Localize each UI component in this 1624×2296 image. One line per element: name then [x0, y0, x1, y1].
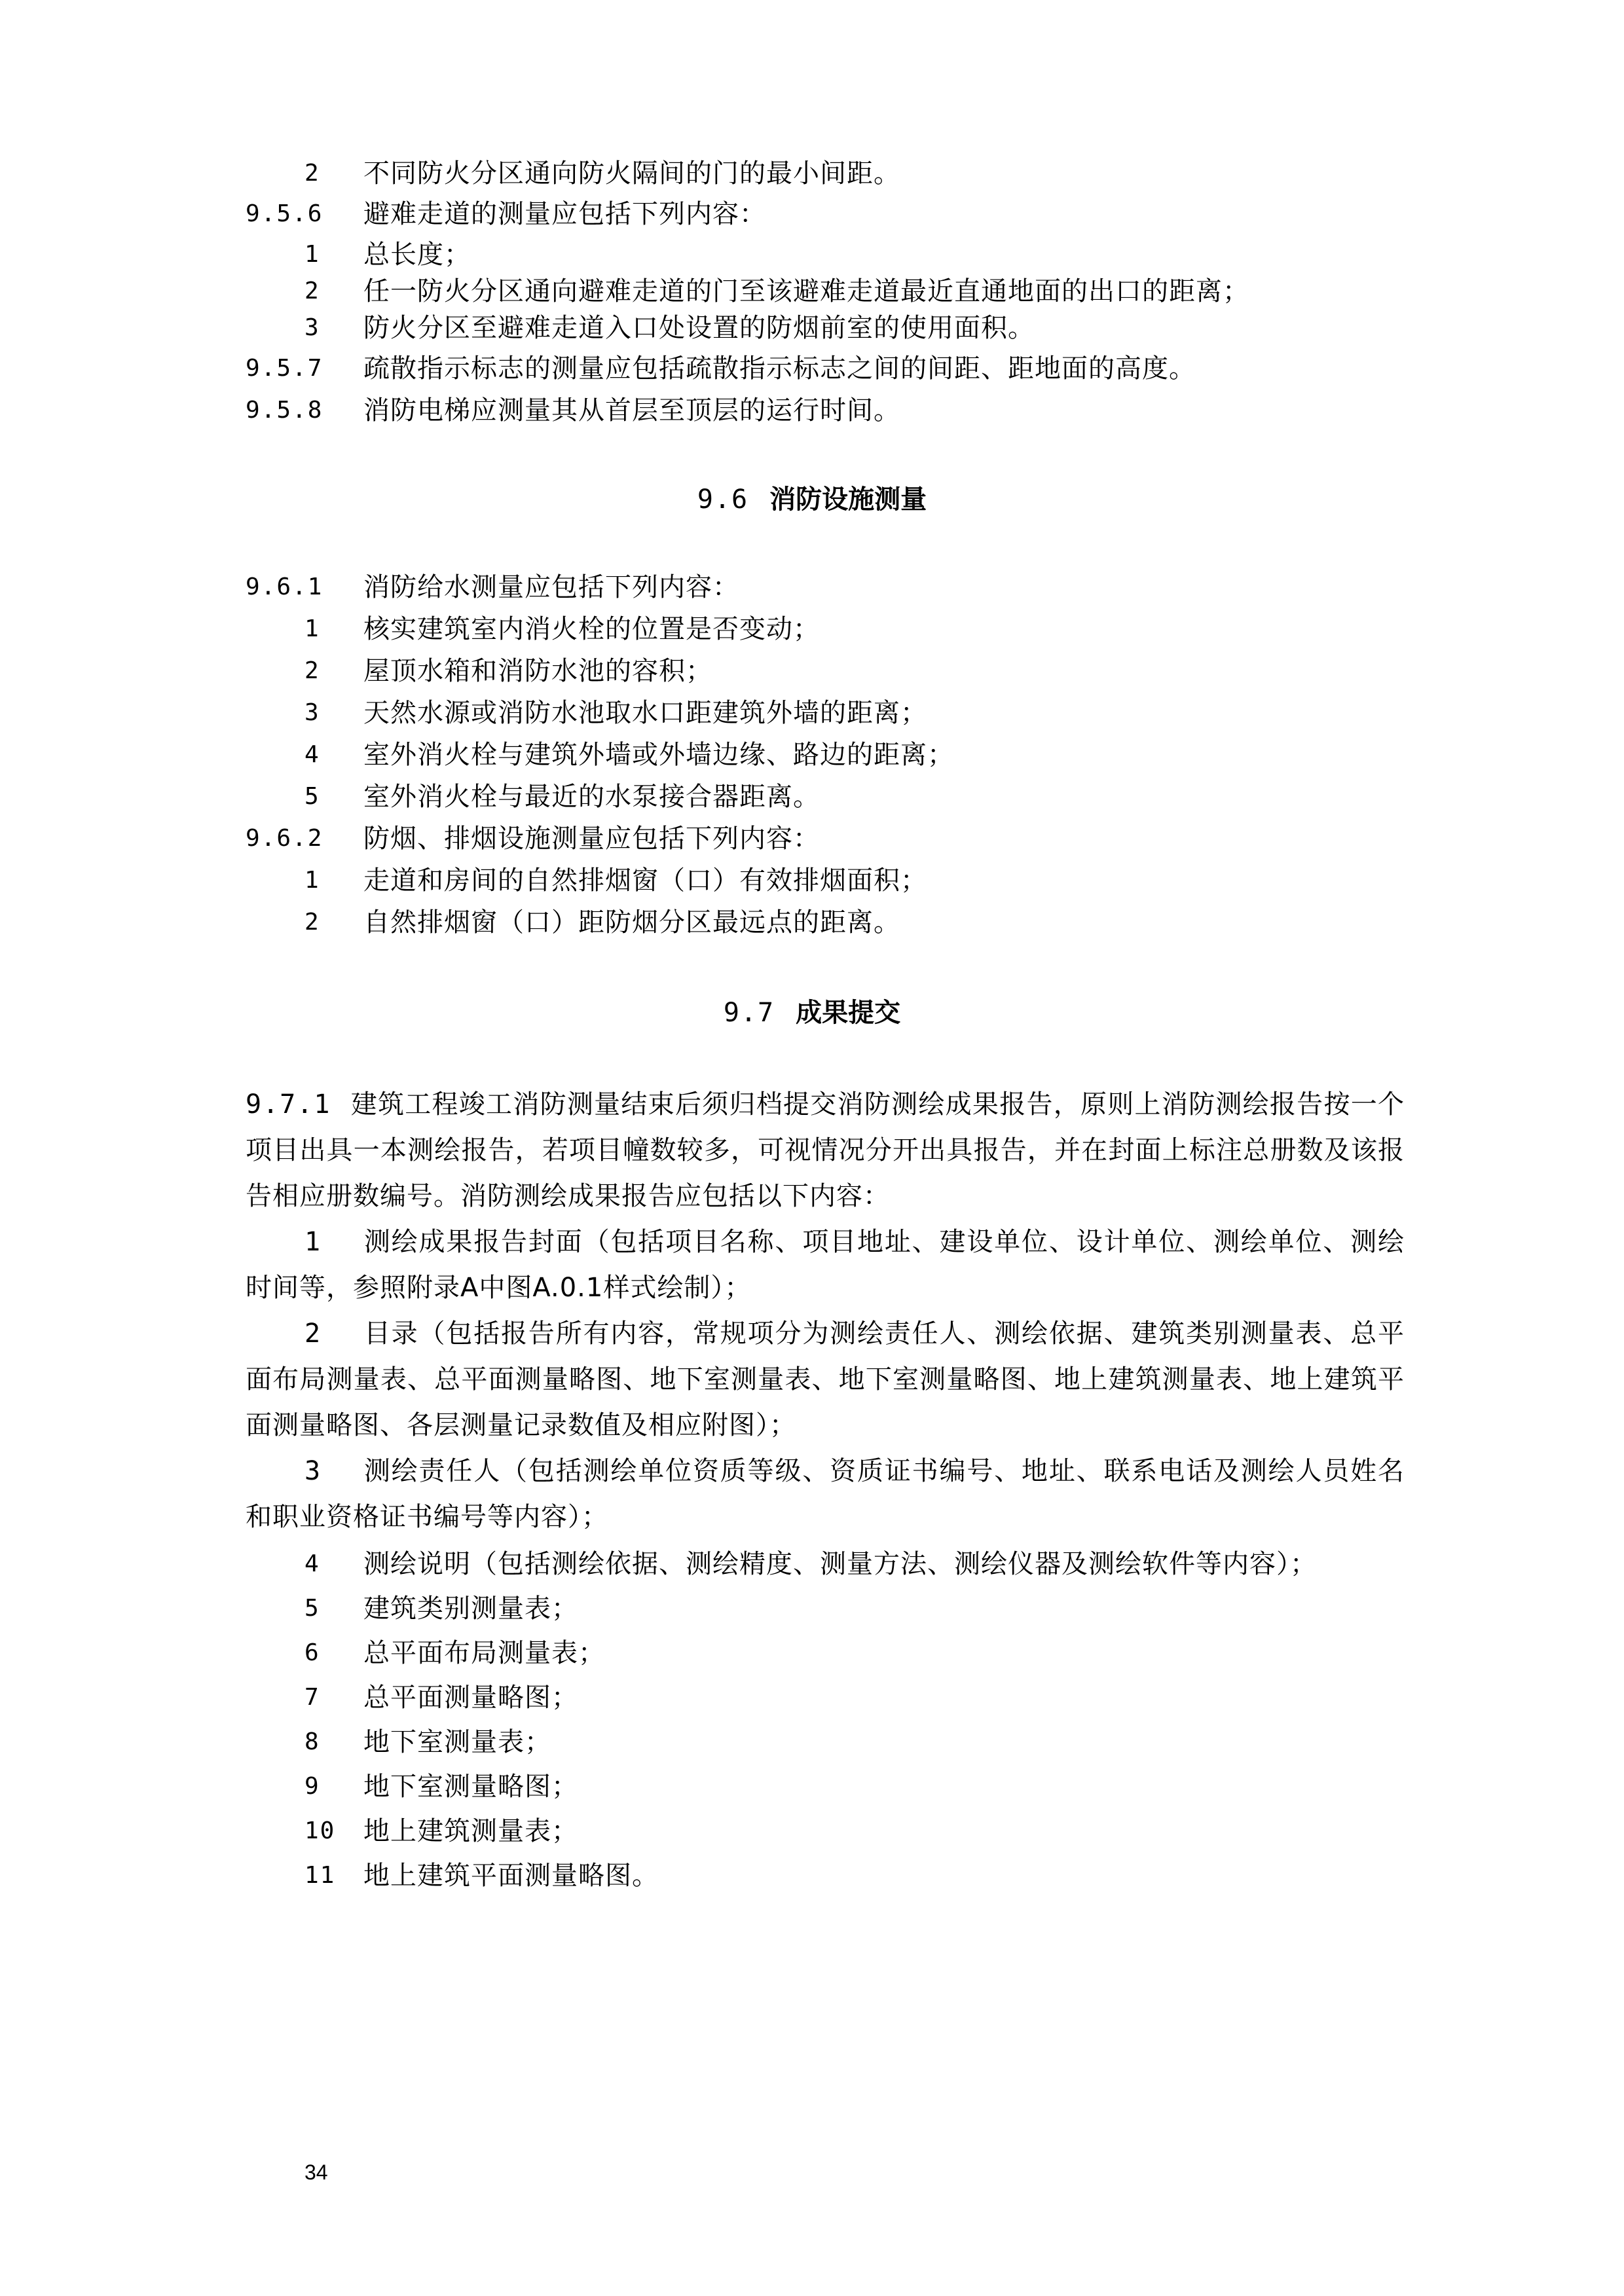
item-number: 3 [304, 314, 320, 341]
section-number: 9.6 [697, 484, 749, 515]
clause-number: 9.5.8 [246, 397, 323, 424]
item-number: 2 [304, 909, 320, 936]
clause-text: 避难走道的测量应包括下列内容： [363, 199, 766, 229]
item-number: 5 [304, 783, 320, 810]
item-text: 室外消火栓与建筑外墙或外墙边缘、路边的距离； [363, 740, 954, 770]
item-text: 测绘说明（包括测绘依据、测绘精度、测量方法、测绘仪器及测绘软件等内容）； [363, 1549, 1317, 1579]
item-text: 自然排烟窗（口）距防烟分区最远点的距离。 [363, 907, 900, 938]
item-number: 11 [304, 1862, 336, 1889]
item-text: 总平面布局测量表； [363, 1638, 605, 1668]
list-item [246, 1219, 1405, 1311]
item-text: 屋顶水箱和消防水池的容积； [363, 656, 712, 686]
item-number: 1 [304, 867, 320, 894]
item-number: 1 [304, 1227, 322, 1257]
item-number: 9 [304, 1773, 320, 1800]
item-text: 总平面测量略图； [363, 1683, 578, 1713]
section-heading [0, 482, 1624, 517]
item-number: 3 [304, 1456, 322, 1486]
item-text: 不同防火分区通向防火隔间的门的最小间距。 [363, 158, 900, 189]
page-number: 34 [304, 2160, 328, 2184]
item-text: 核实建筑室内消火栓的位置是否变动； [363, 614, 820, 644]
item-text: 天然水源或消防水池取水口距建筑外墙的距离； [363, 698, 927, 728]
section-title: 消防设施测量 [769, 484, 927, 515]
item-number: 7 [304, 1684, 320, 1711]
list-item [246, 1311, 1405, 1448]
clause-text: 疏散指示标志的测量应包括疏散指示标志之间的间距、距地面的高度。 [363, 354, 1196, 384]
item-text: 测绘成果报告封面（包括项目名称、项目地址、建设单位、设计单位、测绘单位、测绘时间等，参照附录A中图A.0.1样式绘制）； [246, 1227, 1405, 1303]
item-number: 6 [304, 1639, 320, 1666]
section-title: 成果提交 [796, 998, 901, 1028]
clause-number: 9.6.1 [246, 574, 323, 600]
item-text: 地上建筑平面测量略图。 [363, 1861, 659, 1891]
item-text: 建筑类别测量表； [363, 1594, 578, 1624]
item-number: 4 [304, 741, 320, 768]
item-text: 室外消火栓与最近的水泵接合器距离。 [363, 782, 820, 812]
section-heading [0, 995, 1624, 1030]
item-text: 测绘责任人（包括测绘单位资质等级、资质证书编号、地址、联系电话及测绘人员姓名和职业资格证书编号等内容）； [246, 1456, 1405, 1532]
item-text: 目录（包括报告所有内容，常规项分为测绘责任人、测绘依据、建筑类别测量表、总平面布局测量表、总平面测量略图、地下室测量表、地下室测量略图、地上建筑测量表、地上建筑平面测量略图、各层测量记录数值及相应附图）； [246, 1319, 1405, 1440]
item-number: 2 [304, 1319, 322, 1349]
clause-number: 9.5.7 [246, 355, 323, 382]
item-text: 地下室测量略图； [363, 1772, 578, 1802]
list-item [246, 1448, 1405, 1540]
item-number: 2 [304, 278, 320, 304]
item-number: 8 [304, 1728, 320, 1755]
clause-number: 9.5.6 [246, 200, 323, 227]
item-text: 走道和房间的自然排烟窗（口）有效排烟面积； [363, 866, 927, 896]
clause-text: 消防电梯应测量其从首层至顶层的运行时间。 [363, 395, 900, 426]
clause-text: 建筑工程竣工消防测量结束后须归档提交消防测绘成果报告，原则上消防测绘报告按一个项目出具一本测绘报告，若项目幢数较多，可视情况分开出具报告，并在封面上标注总册数及该报告相应册数编号。消防测绘成果报告应包括以下内容： [246, 1089, 1405, 1211]
item-number: 1 [304, 615, 320, 642]
item-text: 任一防火分区通向避难走道的门至该避难走道最近直通地面的出口的距离； [363, 276, 1249, 306]
item-number: 10 [304, 1817, 336, 1844]
item-number: 2 [304, 657, 320, 684]
clause-text: 消防给水测量应包括下列内容： [363, 572, 739, 602]
clause-paragraph [246, 1082, 1405, 1219]
item-text: 地下室测量表； [363, 1727, 551, 1757]
item-number: 5 [304, 1595, 320, 1622]
item-text: 总长度； [363, 240, 471, 270]
item-text: 防火分区至避难走道入口处设置的防烟前室的使用面积。 [363, 313, 1035, 343]
item-text: 地上建筑测量表； [363, 1816, 578, 1846]
section-number: 9.7 [723, 998, 775, 1028]
clause-number: 9.6.2 [246, 825, 323, 852]
item-number: 4 [304, 1550, 320, 1577]
clause-text: 防烟、排烟设施测量应包括下列内容： [363, 824, 820, 854]
item-number: 3 [304, 699, 320, 726]
clause-number: 9.7.1 [246, 1089, 331, 1120]
item-number: 2 [304, 160, 320, 187]
item-number: 1 [304, 241, 320, 268]
